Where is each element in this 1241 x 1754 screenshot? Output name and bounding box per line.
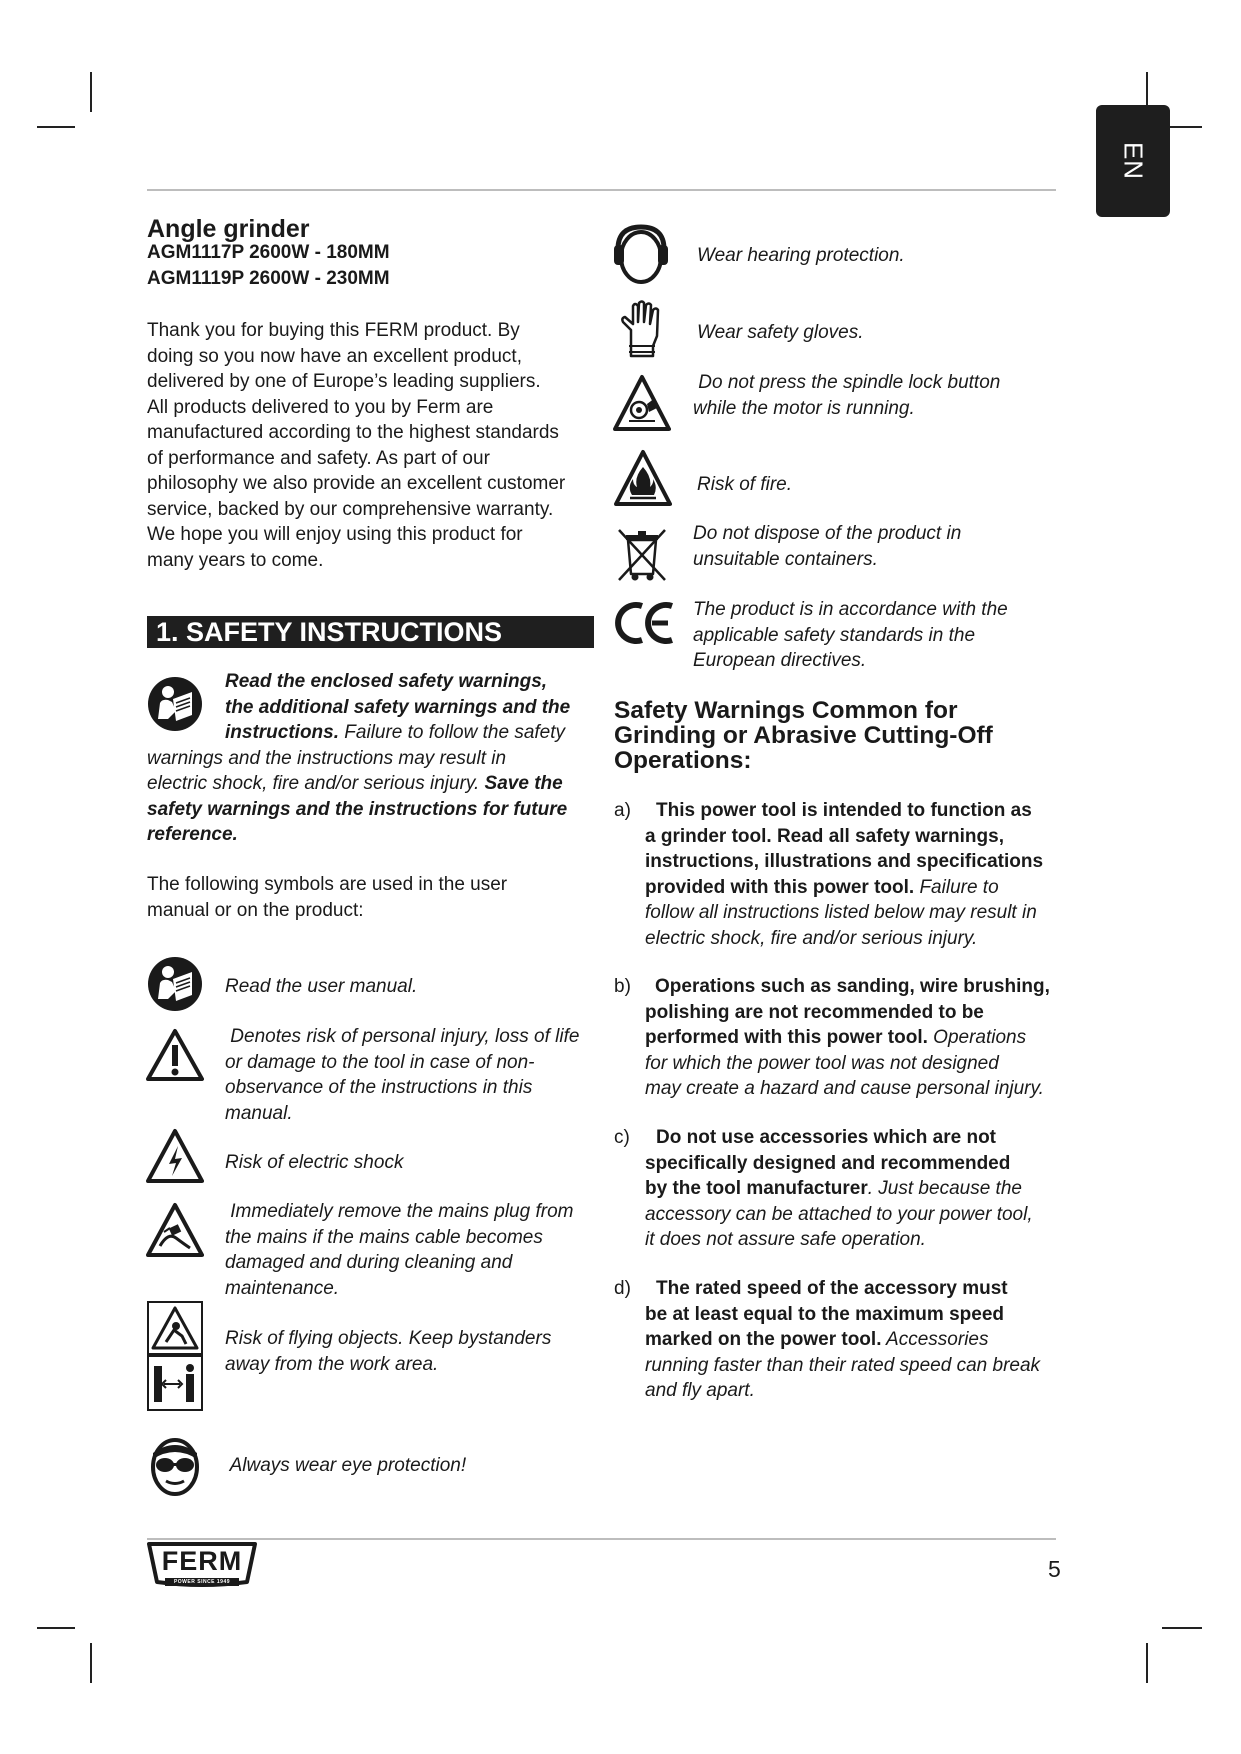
- item-text: running faster than their rated speed can break: [645, 1354, 1041, 1376]
- hearing-protection-icon: [612, 223, 670, 285]
- ce-mark-icon: [614, 600, 676, 646]
- crop-mark: [1146, 1643, 1148, 1683]
- intro-line: manufactured according to the highest standards: [147, 422, 559, 443]
- page-number: 5: [1048, 1556, 1061, 1582]
- symbol-line: manual.: [225, 1102, 293, 1124]
- item-bold-line: This power tool is intended to function as: [656, 800, 1032, 821]
- item-text: and fly apart.: [645, 1380, 755, 1401]
- item-text: Accessories: [881, 1329, 989, 1350]
- warning-item-a: [614, 798, 1074, 951]
- wheelie-bin-icon: [616, 526, 668, 582]
- warning-bold: Read the enclosed safety warnings,: [225, 671, 548, 692]
- item-bold-line: instructions, illustrations and specifications: [645, 851, 1044, 872]
- symbol-line: away from the work area.: [225, 1353, 439, 1375]
- symbol-description: Wear safety gloves.: [697, 322, 864, 343]
- item-bold-line: The rated speed of the accessory must: [656, 1278, 1008, 1299]
- warning-bold: the additional safety warnings and the: [225, 696, 571, 718]
- warning-text: Failure to follow the safety: [339, 722, 566, 743]
- footer-rule: [147, 1538, 1056, 1540]
- symbol-line: applicable safety standards in the: [693, 624, 976, 646]
- symbol-description: Risk of electric shock: [225, 1152, 404, 1173]
- item-bold-line: polishing are not recommended to be: [645, 1001, 984, 1023]
- item-text: Operations: [927, 1027, 1027, 1048]
- eye-protection-icon: [148, 1437, 202, 1497]
- symbol-line: The product is in accordance with the: [693, 599, 1008, 620]
- symbol-line: unsuitable containers.: [693, 548, 878, 570]
- item-bold-line: marked on the power tool.: [645, 1329, 882, 1350]
- intro-line: doing so you now have an excellent product,: [147, 345, 522, 367]
- item-bold-line: specifically designed and recommended: [645, 1152, 1011, 1174]
- common-warnings-heading: [614, 698, 1074, 773]
- symbol-description: [225, 1326, 605, 1377]
- symbol-line: Risk of flying objects. Keep bystanders: [225, 1328, 552, 1349]
- symbol-description: [693, 370, 1073, 421]
- item-bold-line: be at least equal to the maximum speed: [645, 1303, 1004, 1325]
- crop-mark: [90, 72, 92, 112]
- item-bold-line: Do not use accessories which are not: [656, 1127, 996, 1148]
- warning-bold: instructions.: [225, 722, 340, 743]
- symbol-description: Always wear eye protection!: [225, 1455, 467, 1476]
- item-label: b): [614, 976, 631, 997]
- item-bold-line: Operations such as sanding, wire brushing,: [655, 976, 1050, 997]
- symbol-description: Wear hearing protection.: [697, 245, 905, 266]
- crop-mark: [37, 126, 75, 128]
- symbol-line: Denotes risk of personal injury, loss of life: [225, 1026, 580, 1047]
- item-label: d): [614, 1278, 631, 1299]
- symbol-description: Risk of fire.: [697, 474, 793, 495]
- item-text: follow all instructions listed below may result in: [645, 902, 1037, 923]
- language-tab-label: EN: [1118, 141, 1149, 181]
- read-manual-icon: [146, 955, 204, 1013]
- intro-line: Thank you for buying this FERM product. By: [147, 320, 520, 341]
- item-bold-line: by the tool manufacturer: [645, 1178, 868, 1199]
- intro-line: many years to come.: [147, 549, 324, 571]
- flying-objects-icon: [146, 1300, 204, 1412]
- header-rule: [147, 189, 1056, 191]
- intro-paragraph: [147, 318, 597, 573]
- crop-mark: [90, 1643, 92, 1683]
- symbols-intro-line: The following symbols are used in the user: [147, 874, 508, 895]
- intro-line: delivered by one of Europe’s leading suppliers.: [147, 371, 541, 392]
- warning-text: electric shock, fire and/or serious injury.: [147, 773, 480, 794]
- symbol-line: the mains if the mains cable becomes: [225, 1226, 543, 1248]
- symbol-line: maintenance.: [225, 1277, 340, 1299]
- symbol-line: or damage to the tool in case of non-: [225, 1051, 535, 1073]
- intro-line: philosophy we also provide an excellent customer: [147, 473, 566, 494]
- spindle-lock-icon: [613, 374, 671, 432]
- symbols-intro: [147, 872, 597, 923]
- warning-bold: reference.: [147, 824, 238, 845]
- symbol-description: [693, 597, 1073, 674]
- heading-line: Operations:: [614, 747, 752, 774]
- item-text: . Just because the: [867, 1178, 1022, 1199]
- item-label: c): [614, 1127, 630, 1148]
- symbol-description: [225, 1024, 605, 1126]
- heading-line: Safety Warnings Common for: [614, 697, 958, 724]
- crop-mark: [37, 1627, 75, 1629]
- ferm-logo-text: FERM: [161, 1546, 243, 1576]
- warning-item-d: [614, 1276, 1074, 1404]
- item-text: for which the power tool was not designed: [645, 1052, 999, 1074]
- ferm-logo: [147, 1542, 257, 1590]
- item-bold-line: a grinder tool. Read all safety warnings,: [645, 825, 1004, 847]
- section-heading: 1. SAFETY INSTRUCTIONS: [147, 616, 594, 648]
- model-line: AGM1117P 2600W - 180MM: [147, 242, 390, 263]
- item-text: it does not assure safe operation.: [645, 1229, 926, 1250]
- symbol-description: [225, 1199, 605, 1301]
- warning-item-c: [614, 1125, 1074, 1253]
- product-title: Angle grinder: [147, 215, 310, 243]
- ferm-logo-tagline: POWER SINCE 1949: [173, 1579, 231, 1585]
- item-label: a): [614, 800, 631, 821]
- electric-shock-icon: [146, 1128, 204, 1184]
- symbols-intro-line: manual or on the product:: [147, 899, 364, 921]
- warning-item-b: [614, 974, 1074, 1102]
- language-tab: [1096, 105, 1170, 217]
- item-text: accessory can be attached to your power tool,: [645, 1203, 1033, 1225]
- warning-triangle-icon: [146, 1028, 204, 1082]
- item-bold-line: provided with this power tool.: [645, 876, 915, 898]
- unplug-icon: [146, 1202, 204, 1258]
- item-text: electric shock, fire and/or serious injury.: [645, 927, 978, 949]
- fire-risk-icon: [614, 449, 672, 507]
- safety-warning-text: [147, 669, 597, 848]
- intro-line: All products delivered to you by Ferm are: [147, 396, 494, 418]
- symbol-line: Do not dispose of the product in: [693, 523, 962, 544]
- symbol-line: Do not press the spindle lock button: [693, 372, 1001, 393]
- item-bold-line: performed with this power tool.: [645, 1027, 928, 1048]
- safety-gloves-icon: [617, 300, 667, 360]
- heading-line: Grinding or Abrasive Cutting-Off: [614, 722, 993, 749]
- item-text: Failure to: [914, 876, 999, 898]
- symbol-line: damaged and during cleaning and: [225, 1252, 513, 1273]
- symbol-line: European directives.: [693, 650, 867, 671]
- item-text: may create a hazard and cause personal injury.: [645, 1078, 1044, 1099]
- intro-line: We hope you will enjoy using this product for: [147, 524, 523, 545]
- symbol-description: Read the user manual.: [225, 976, 418, 997]
- symbol-line: while the motor is running.: [693, 397, 915, 419]
- crop-mark: [1162, 1627, 1202, 1629]
- warning-bold: Save the: [479, 773, 563, 794]
- intro-line: of performance and safety. As part of our: [147, 447, 490, 469]
- model-line: AGM1119P 2600W - 230MM: [147, 268, 390, 289]
- warning-bold: safety warnings and the instructions for future: [147, 798, 568, 820]
- warning-text: warnings and the instructions may result in: [147, 747, 507, 769]
- symbol-line: Immediately remove the mains plug from: [225, 1201, 574, 1222]
- symbol-description: [693, 521, 1073, 572]
- intro-line: service, backed by our comprehensive warranty.: [147, 498, 554, 520]
- symbol-line: observance of the instructions in this: [225, 1077, 533, 1098]
